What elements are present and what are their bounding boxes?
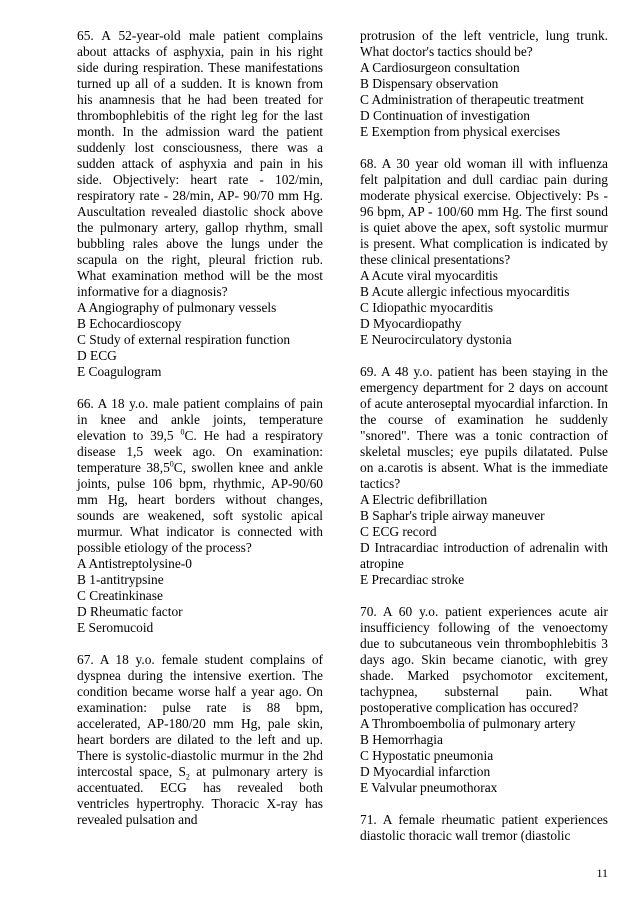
question-69: [360, 364, 608, 588]
option-c: C Idiopathic myocarditis: [360, 300, 494, 315]
question-67-continued: [360, 28, 608, 140]
question-65: [77, 28, 323, 380]
option-c: C Hypostatic pneumonia: [360, 748, 494, 763]
option-a: A Thromboembolia of pulmonary artery: [360, 716, 576, 731]
question-stem: 65. A 52-year-old male patient complains about attacks of asphyxia, pain in his right side during respiration. These manifestations turned up all of a sudden. It is known from his anamnesis that he had been treated for thrombophlebitis of the right leg for the last month. In the admission ward the patient suddenly lost consciousness, there was a sudden attack of asphyxia and pain in his side. Objectively: heart rate - 102/min, respiratory rate - 28/min, AP- 90/70 mm Hg. Auscultation revealed diastolic shock above the pulmonary artery, gallop rhythm, small bubbling rales above the lungs under the scapula on the right, pleural friction rub. What examination method will be the most informative for a diagnosis?: [77, 28, 323, 299]
question-67: [77, 652, 323, 828]
option-d: D Myocardial infarction: [360, 764, 491, 779]
option-d: D ECG: [77, 348, 117, 363]
stem-text: C. He had a respiratory disease 1,5 week ago. On examination: temperature 38,5: [77, 428, 323, 475]
option-e: E Coagulogram: [77, 364, 162, 379]
option-e: E Neurocirculatory dystonia: [360, 332, 512, 347]
left-column: [77, 28, 323, 844]
option-a: A Acute viral myocarditis: [360, 268, 498, 283]
question-70: [360, 604, 608, 796]
question-stem: [77, 396, 323, 556]
stem-text: 67. A 18 y.o. female student complains of dyspnea during the intensive exertion. The condition became worse half a year ago. On examination: pulse rate is 88 bpm, accelerated, AP-180/20 mm Hg, pale skin, heart borders are dilated to the left and up. There is systolic-diastolic murmur in the 2hd intercostal space, S: [77, 652, 323, 779]
option-e: E Valvular pneumothorax: [360, 780, 498, 795]
subscript: 2: [185, 772, 190, 782]
option-b: B Echocardioscopy: [77, 316, 182, 331]
option-e: E Exemption from physical exercises: [360, 124, 561, 139]
question-66: [77, 396, 323, 636]
option-c: C Study of external respiration function: [77, 332, 291, 347]
option-b: B Acute allergic infectious myocarditis: [360, 284, 570, 299]
option-d: D Myocardiopathy: [360, 316, 462, 331]
option-b: B Hemorrhagia: [360, 732, 443, 747]
stem-text: C, swollen knee and ankle joints, pulse 106 bpm, rhythmic, AP-90/60 mm Hg, heart borders without changes, sounds are weakened, soft systolic apical murmur. What indicator is connected with possible etiology of the process?: [77, 460, 323, 555]
option-b: B Saphar's triple airway maneuver: [360, 508, 545, 523]
stem-text: 66. A 18 y.o. male patient complains of pain in knee and ankle joints, temperature elevation to 39,5: [77, 396, 323, 443]
option-e: E Precardiac stroke: [360, 572, 465, 587]
stem-text: at pulmonary artery is accentuated. ECG has revealed both ventricles hypertrophy. Thoracic X-ray has revealed pulsation and: [77, 764, 323, 827]
question-stem: [77, 652, 323, 828]
option-a: A Antistreptolysine-0: [77, 556, 192, 571]
option-c: C ECG record: [360, 524, 437, 539]
question-71: [360, 812, 608, 844]
option-a: A Cardiosurgeon consultation: [360, 60, 520, 75]
option-a: A Electric defibrillation: [360, 492, 488, 507]
question-68: [360, 156, 608, 348]
option-b: B 1-antitrypsine: [77, 572, 164, 587]
question-stem: 69. A 48 y.o. patient has been staying in the emergency department for 2 days on account of acute anteroseptal myocardial infarction. In the course of examination he suddenly "snored". There was a tonic contraction of skeletal muscles; eye pupils dilatated. Pulse on a.carotis is absent. What is the immediate tactics?: [360, 364, 608, 491]
question-stem: 68. A 30 year old woman ill with influenza felt palpitation and dull cardiac pain during moderate physical exercise. Objectively: Ps - 96 bpm, AP - 100/60 mm Hg. The first sound is quiet above the apex, soft systolic murmur is present. What complication is indicated by these clinical presentations?: [360, 156, 608, 267]
option-a: A Angiography of pulmonary vessels: [77, 300, 277, 315]
option-d: D Rheumatic factor: [77, 604, 183, 619]
question-stem-continued: protrusion of the left ventricle, lung trunk. What doctor's tactics should be?: [360, 28, 608, 59]
option-c: C Administration of therapeutic treatment: [360, 92, 584, 107]
page-number: 11: [596, 866, 608, 880]
degree-sup: 0: [180, 427, 185, 437]
question-stem: 70. A 60 y.o. patient experiences acute air insufficiency following of the venoectomy due to subcutaneous vein thrombophlebitis 3 days ago. Skin became cianotic, with grey shade. Marked psychomotor excitement, tachypnea, substernal pain. What postoperative complication has occured?: [360, 604, 608, 715]
option-b: B Dispensary observation: [360, 76, 499, 91]
right-column: [360, 28, 608, 860]
question-stem: 71. A female rheumatic patient experiences diastolic thoracic wall tremor (diastolic: [360, 812, 608, 843]
option-d: D Continuation of investigation: [360, 108, 530, 123]
option-e: E Seromucoid: [77, 620, 154, 635]
option-c: C Creatinkinase: [77, 588, 163, 603]
option-d: D Intracardiac introduction of adrenalin with atropine: [360, 540, 608, 571]
degree-sup: 0: [169, 459, 174, 469]
